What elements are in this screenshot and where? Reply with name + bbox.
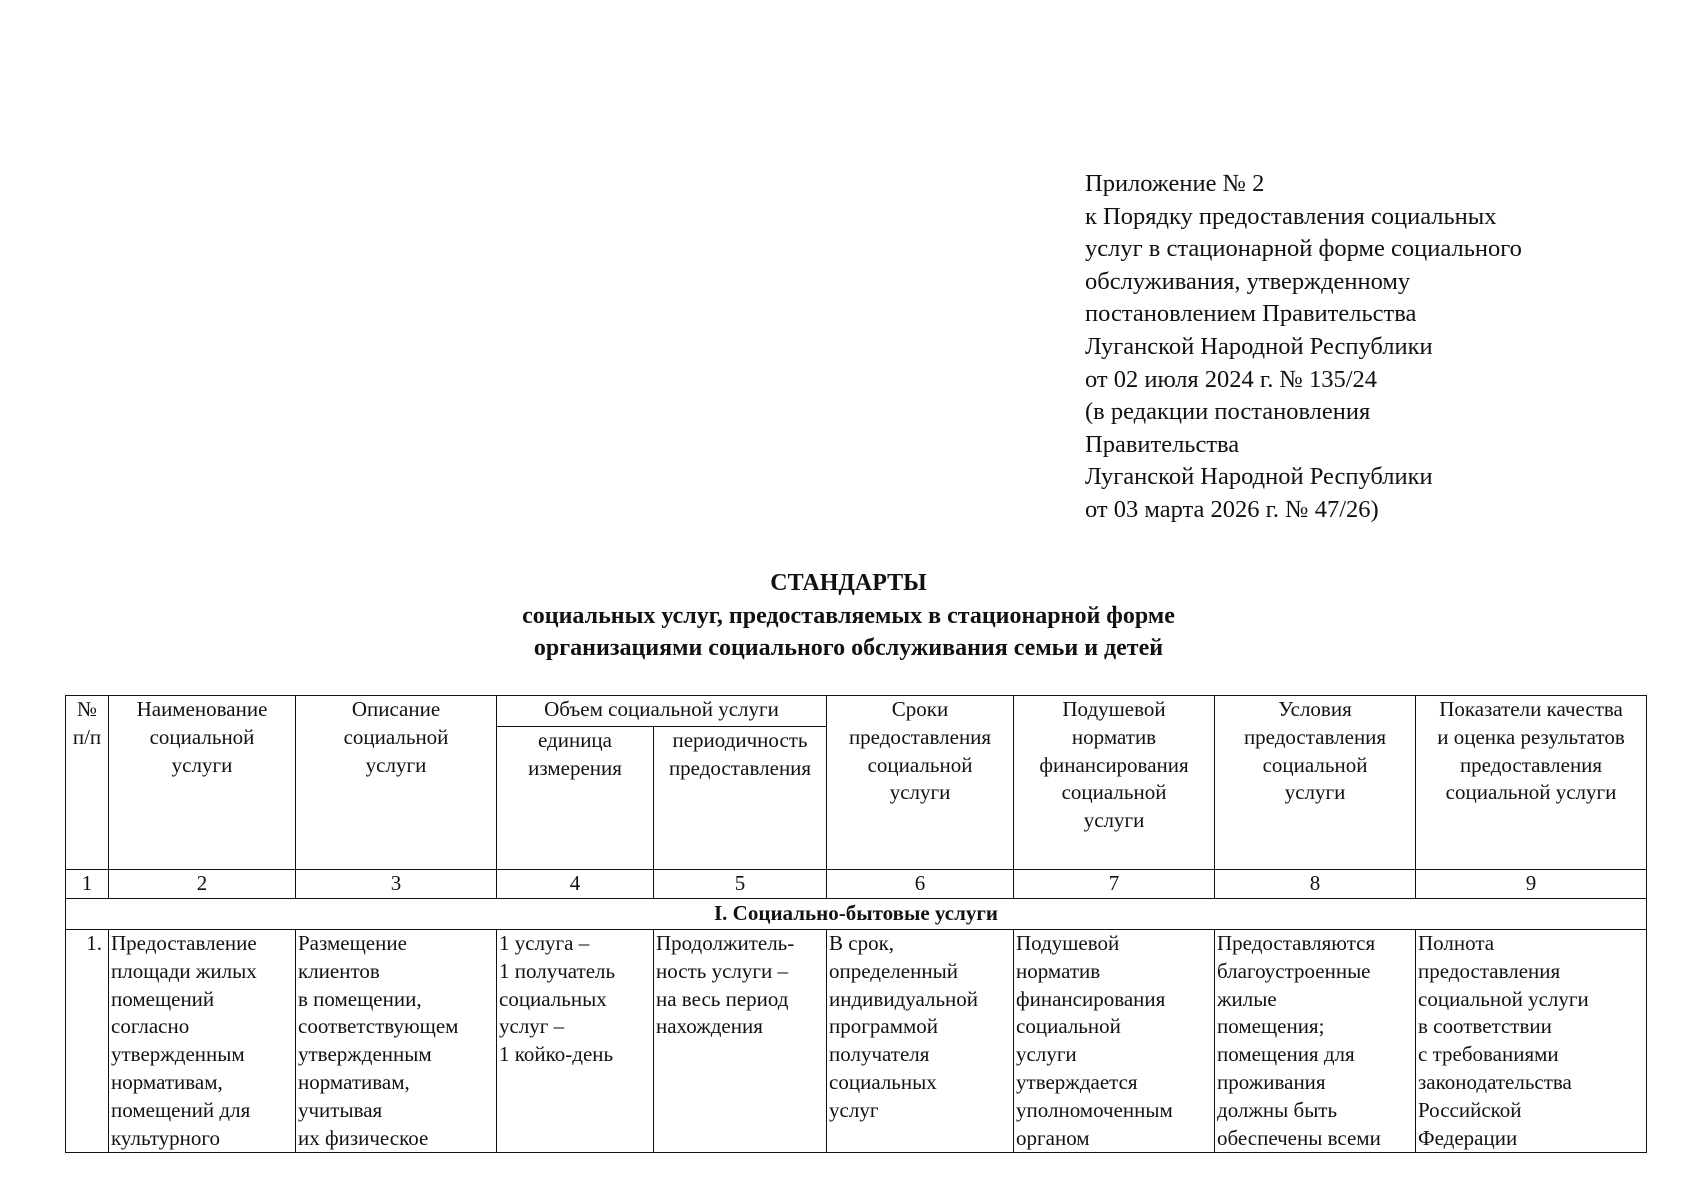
appendix-line: (в редакции постановления (1085, 398, 1371, 426)
header-conditions: Условия предоставления социальной услуги (1215, 696, 1416, 870)
appendix-line: от 02 июля 2024 г. № 135/24 (1085, 365, 1378, 393)
header-name: Наименование социальной услуги (109, 696, 296, 870)
row-description-cell: Размещение клиентов в помещении, соответствующем утвержденным нормативам, учитывая их физическое (296, 930, 497, 1153)
column-number: 4 (497, 870, 654, 899)
appendix-block (1085, 168, 1645, 527)
header-terms: Сроки предоставления социальной услуги (827, 696, 1014, 870)
row-quality-cell: Полнота предоставления социальной услуги в соответствии с требованиями законодательства Российской Федерации (1416, 930, 1647, 1153)
header-periodicity: периодичность предоставления (654, 727, 827, 870)
row-norm-cell: Подушевой норматив финансирования социальной услуги утверждается уполномоченным органом (1014, 930, 1215, 1153)
column-number: 9 (1416, 870, 1647, 899)
header-unit: единица измерения (497, 727, 654, 870)
header-num: № п/п (66, 696, 109, 870)
row-periodicity-cell: Продолжитель- ность услуги – на весь период нахождения (654, 930, 827, 1153)
title-subtitle-line: организациями социального обслуживания семьи и детей (533, 635, 1164, 661)
standards-table (65, 695, 1647, 1153)
section-title: I. Социально-бытовые услуги (66, 899, 1647, 930)
header-norm: Подушевой норматив финансирования социальной услуги (1014, 696, 1215, 870)
column-number: 1 (66, 870, 109, 899)
section-row (66, 899, 1647, 930)
column-number: 3 (296, 870, 497, 899)
header-volume: Объем социальной услуги (497, 696, 827, 727)
row-number: 1. (66, 930, 109, 1153)
header-description: Описание социальной услуги (296, 696, 497, 870)
row-unit-cell: 1 услуга – 1 получатель социальных услуг – 1 койко-день (497, 930, 654, 1153)
document-title (0, 567, 1697, 665)
appendix-line: Приложение № 2 (1085, 170, 1265, 197)
header-row (66, 696, 1647, 727)
header-quality: Показатели качества и оценка результатов предоставления социальной услуги (1416, 696, 1647, 870)
row-conditions-cell: Предоставляются благоустроенные жилые помещения; помещения для проживания должны быть обеспечены всеми (1215, 930, 1416, 1153)
column-number: 8 (1215, 870, 1416, 899)
column-number: 2 (109, 870, 296, 899)
title-subtitle-line: социальных услуг, предоставляемых в стационарной форме (522, 602, 1175, 629)
appendix-line: Луганской Народной Республики (1085, 463, 1433, 491)
appendix-line: Правительства (1085, 430, 1240, 458)
column-number-row (66, 870, 1647, 899)
column-number: 5 (654, 870, 827, 899)
row-terms-cell: В срок, определенный индивидуальной программой получателя социальных услуг (827, 930, 1014, 1153)
column-number: 6 (827, 870, 1014, 899)
appendix-line: к Порядку предоставления социальных (1085, 202, 1497, 230)
table-row (66, 930, 1647, 1153)
row-name-cell: Предоставление площади жилых помещений согласно утвержденным нормативам, помещений для культурного (109, 930, 296, 1153)
appendix-line: от 03 марта 2026 г. № 47/26) (1085, 495, 1379, 523)
title-heading: СТАНДАРТЫ (770, 570, 927, 596)
appendix-line: Луганской Народной Республики (1085, 332, 1433, 360)
appendix-line: постановлением Правительства (1085, 300, 1417, 328)
column-number: 7 (1014, 870, 1215, 899)
appendix-line: услуг в стационарной форме социального (1085, 235, 1522, 263)
appendix-line: обслуживания, утвержденному (1085, 267, 1411, 295)
